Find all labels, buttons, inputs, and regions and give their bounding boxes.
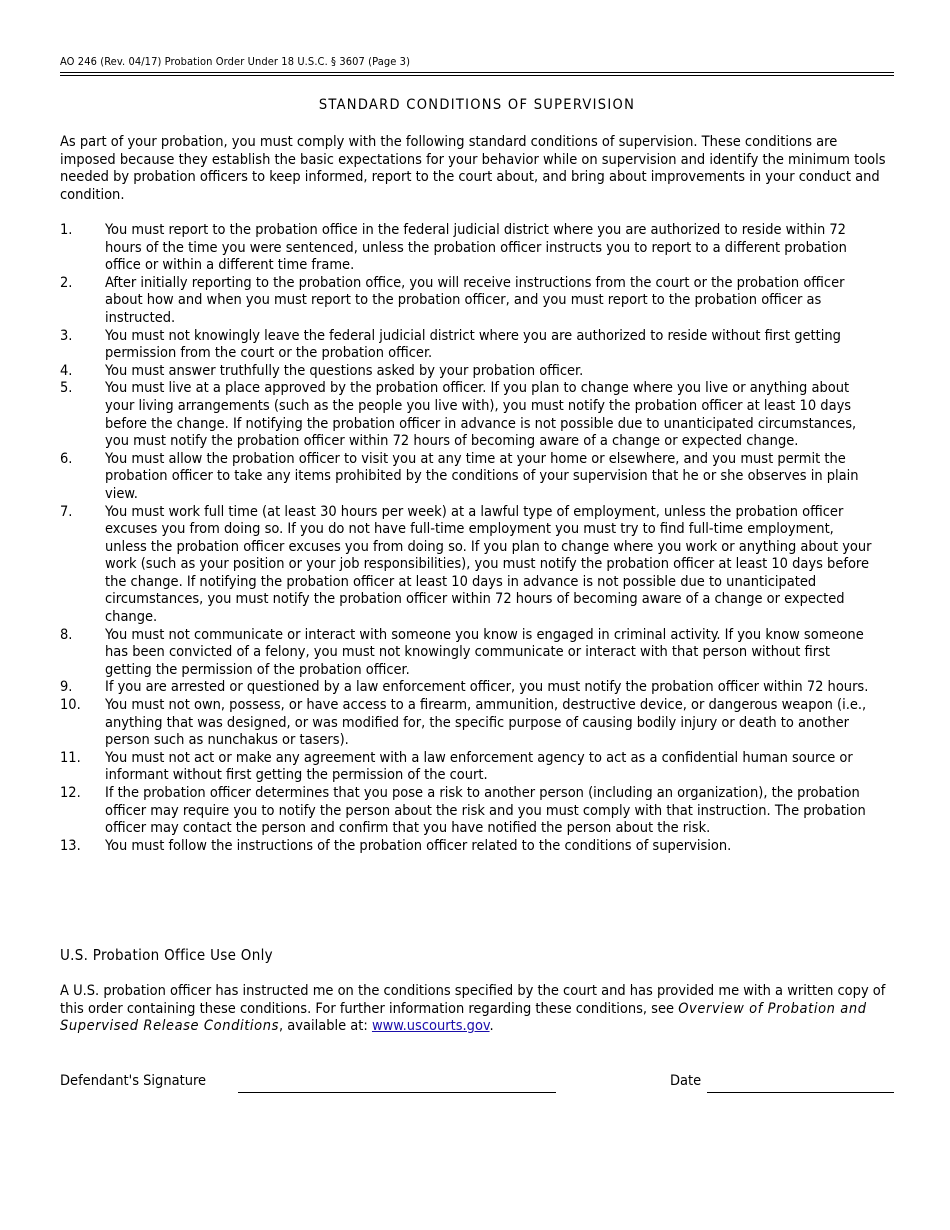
- condition-number: 3.: [60, 327, 73, 344]
- condition-text: After initially reporting to the probation office, you will receive instructions from the court or the probation officer about how and when you must report to the probation officer, and you must report to the probation officer as instructed.: [105, 274, 845, 326]
- condition-number: 4.: [60, 362, 73, 379]
- condition-item: [60, 679, 894, 697]
- condition-number: 5.: [60, 380, 73, 397]
- condition-item: [60, 380, 894, 450]
- intro-paragraph: As part of your probation, you must comply with the following standard conditions of supervision. These conditions are imposed because they establish the basic expectations for your behavior while on supervision and identify the minimum tools needed by probation officers to keep informed, report to the court about, and bring about improvements in your conduct and condition.: [60, 134, 886, 203]
- defendant-signature-label: Defendant's Signature: [60, 1073, 207, 1089]
- condition-text: You must allow the probation officer to visit you at any time at your home or elsewhere, and you must permit the probation officer to take any items prohibited by the conditions of your supervision that he or she observes in plain view.: [105, 450, 859, 502]
- condition-number: 1.: [60, 222, 73, 238]
- condition-item: [60, 785, 894, 838]
- ack-text-mid: , available at:: [278, 1018, 372, 1035]
- condition-item: [60, 222, 894, 275]
- condition-text: If you are arrested or questioned by a law enforcement officer, you must notify the probation officer within 72 hours.: [105, 679, 869, 696]
- condition-item: [60, 275, 894, 328]
- acknowledgement-paragraph: [60, 983, 894, 1036]
- condition-text: You must not communicate or interact with someone you know is engaged in criminal activity. If you know someone has been convicted of a felony, you must not knowingly communicate or interact with that person without first getting the permission of the probation officer.: [105, 626, 864, 678]
- ack-text-before: A U.S. probation officer has instructed me on the conditions specified by the court and has provided me with a written copy of this order containing these conditions. For further information regarding these conditions, see: [60, 983, 886, 1017]
- condition-text: You must live at a place approved by the probation officer. If you plan to change where you live or anything about your living arrangements (such as the people you live with), you must notify the probation officer at least 10 days before the change. If notifying the probation officer in advance is not possible due to unanticipated circumstances, you must notify the probation officer within 72 hours of becoming aware of a change or expected change.: [105, 380, 857, 450]
- condition-item: [60, 697, 894, 750]
- ack-italic-title: Overview of Probation and Supervised Release Conditions: [60, 1000, 867, 1035]
- condition-item: [60, 838, 894, 856]
- condition-item: [60, 750, 894, 785]
- header-rule-top: [60, 72, 894, 73]
- condition-number: 10.: [60, 697, 81, 714]
- condition-item: [60, 328, 894, 363]
- condition-number: 6.: [60, 450, 73, 467]
- conditions-list: [60, 222, 894, 855]
- ack-text-after: .: [489, 1018, 494, 1035]
- condition-number: 9.: [60, 679, 73, 696]
- condition-text: You must not knowingly leave the federal judicial district where you are authorized to reside without first getting permission from the court or the probation officer.: [105, 327, 841, 362]
- condition-item: [60, 504, 894, 627]
- condition-text: You must follow the instructions of the probation officer related to the conditions of supervision.: [105, 837, 732, 854]
- condition-number: 13.: [60, 837, 81, 854]
- uscourts-link[interactable]: www.uscourts.gov: [371, 1018, 490, 1035]
- condition-text: You must not own, possess, or have access to a firearm, ammunition, destructive device, or dangerous weapon (i.e., anything that was designed, or was modified for, the specific purpose of causing bodily injury or death to another person such as nunchakus or tasers).: [105, 697, 867, 749]
- condition-number: 8.: [60, 626, 73, 643]
- condition-number: 11.: [60, 749, 81, 766]
- condition-text: If the probation officer determines that you pose a risk to another person (including an organization), the probation officer may require you to notify the person about the risk and you must comply with that instruction. The probation officer may contact the person and confirm that you have notified the person about the risk.: [105, 785, 866, 837]
- page-title: STANDARD CONDITIONS OF SUPERVISION: [318, 97, 636, 113]
- condition-text: You must not act or make any agreement with a law enforcement agency to act as a confidential human source or informant without first getting the permission of the court.: [105, 749, 853, 784]
- date-label: Date: [670, 1073, 702, 1089]
- condition-number: 12.: [60, 785, 81, 801]
- condition-item: [60, 363, 894, 381]
- condition-number: 7.: [60, 503, 73, 520]
- defendant-signature-field[interactable]: [238, 1092, 556, 1093]
- condition-text: You must work full time (at least 30 hours per week) at a lawful type of employment, unless the probation officer excuses you from doing so. If you do not have full-time employment you must try to find full-time employment, unless the probation officer excuses you from doing so. If you plan to change where you work or anything about your work (such as your position or your job responsibilities), you must notify the probation officer at least 10 days before the change. If notifying the probation officer at least 10 days in advance is not possible due to unanticipated circumstances, you must notify the probation officer within 72 hours of becoming aware of a change or expected change.: [105, 503, 872, 626]
- condition-text: You must report to the probation office in the federal judicial district where you are authorized to reside within 72 hours of the time you were sentenced, unless the probation officer instructs you to report to a different probation office or within a different time frame.: [105, 222, 847, 274]
- condition-item: [60, 451, 894, 504]
- office-use-heading: U.S. Probation Office Use Only: [60, 946, 273, 964]
- condition-number: 2.: [60, 274, 73, 291]
- date-field[interactable]: [707, 1092, 894, 1093]
- header-rule-bottom: [60, 75, 894, 76]
- condition-item: [60, 627, 894, 680]
- form-identifier: AO 246 (Rev. 04/17) Probation Order Under 18 U.S.C. § 3607 (Page 3): [60, 55, 411, 68]
- condition-text: You must answer truthfully the questions asked by your probation officer.: [105, 362, 584, 379]
